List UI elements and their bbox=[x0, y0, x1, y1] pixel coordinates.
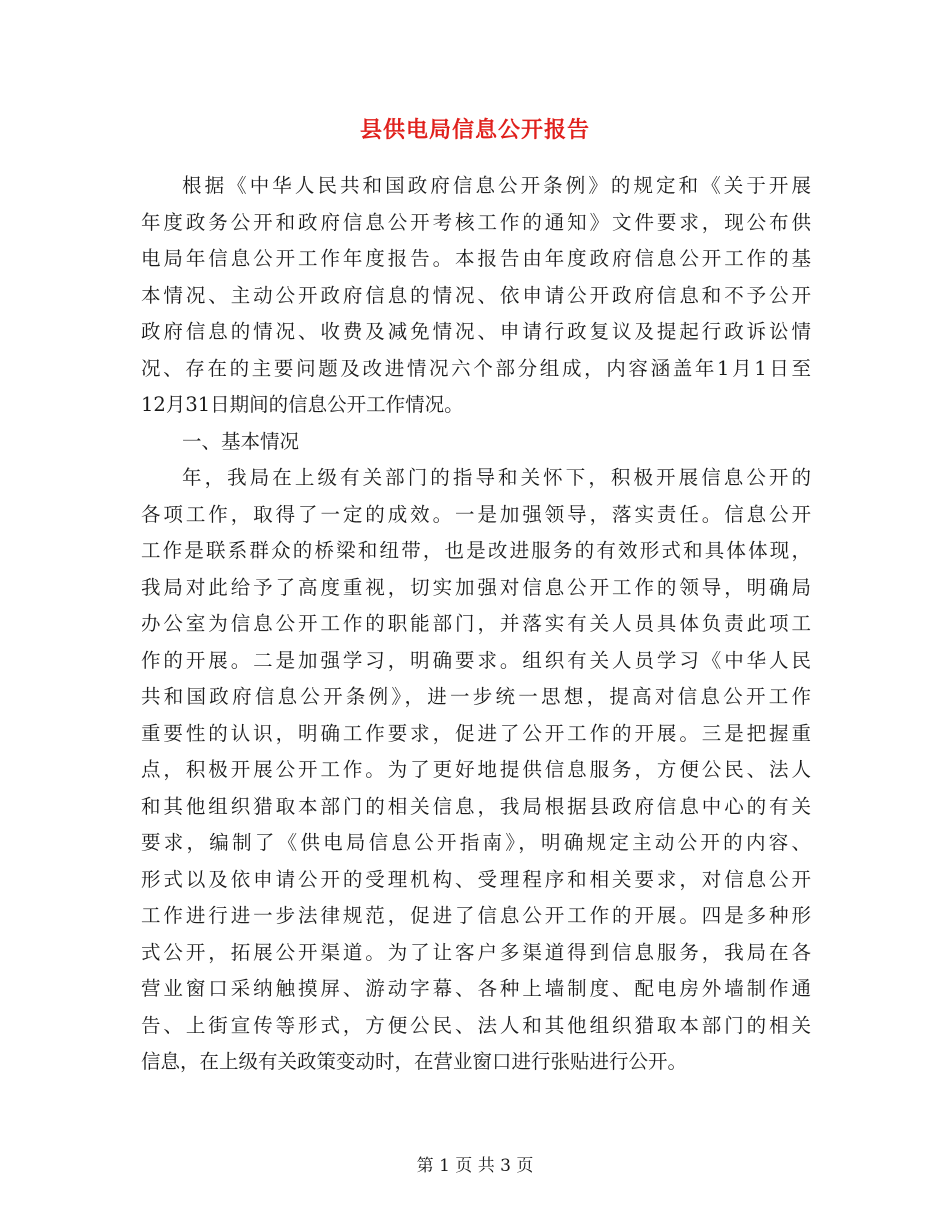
text-line: 况、存在的主要问题及改进情况六个部分组成，内容涵盖年1月1日至 bbox=[141, 356, 811, 380]
text-line: 工作是联系群众的桥梁和纽带，也是改进服务的有效形式和具体体现， bbox=[141, 539, 811, 562]
text-line: 重要性的认识，明确工作要求，促进了公开工作的开展。三是把握重 bbox=[141, 721, 811, 745]
text-line: 政府信息的情况、收费及减免情况、申请行政复议及提起行政诉讼情 bbox=[141, 320, 811, 343]
text-line: 信息，在上级有关政策变动时，在营业窗口进行张贴进行公开。 bbox=[141, 1050, 688, 1073]
text-line: 形式以及依申请公开的受理机构、受理程序和相关要求，对信息公开 bbox=[141, 867, 811, 891]
text-line: 作的开展。二是加强学习，明确要求。组织有关人员学习《中华人民 bbox=[141, 648, 811, 672]
text-line: 根据《中华人民共和国政府信息公开条例》的规定和《关于开展 bbox=[182, 174, 811, 197]
text-line: 式公开，拓展公开渠道。为了让客户多渠道得到信息服务，我局在各 bbox=[141, 940, 811, 964]
text-line: 营业窗口采纳触摸屏、游动字幕、各种上墙制度、配电房外墙制作通 bbox=[141, 977, 811, 1000]
text-line: 一、基本情况 bbox=[182, 429, 300, 453]
page-number-footer: 第 1 页 共 3 页 bbox=[416, 1156, 534, 1176]
text-line: 年度政务公开和政府信息公开考核工作的通知》文件要求，现公布供 bbox=[141, 210, 811, 234]
text-line: 本情况、主动公开政府信息的情况、依申请公开政府信息和不予公开 bbox=[141, 283, 811, 307]
text-line: 点，积极开展公开工作。为了更好地提供信息服务，方便公民、法人 bbox=[141, 758, 811, 781]
text-line: 和其他组织猎取本部门的相关信息，我局根据县政府信息中心的有关 bbox=[141, 794, 811, 818]
document-body bbox=[141, 168, 811, 1081]
text-line: 要求，编制了《供电局信息公开指南》，明确规定主动公开的内容、 bbox=[141, 831, 811, 854]
text-line: 12月31日期间的信息公开工作情况。 bbox=[141, 393, 464, 416]
text-line: 工作进行进一步法律规范，促进了信息公开工作的开展。四是多种形 bbox=[141, 904, 811, 927]
text-line: 告、上街宣传等形式，方便公民、法人和其他组织猎取本部门的相关 bbox=[141, 1013, 811, 1037]
text-line: 各项工作，取得了一定的成效。一是加强领导，落实责任。信息公开 bbox=[141, 502, 811, 526]
text-line: 办公室为信息公开工作的职能部门，并落实有关人员具体负责此项工 bbox=[141, 612, 811, 635]
text-line: 我局对此给予了高度重视，切实加强对信息公开工作的领导，明确局 bbox=[141, 575, 811, 599]
text-line: 电局年信息公开工作年度报告。本报告由年度政府信息公开工作的基 bbox=[141, 247, 811, 270]
text-line: 年，我局在上级有关部门的指导和关怀下，积极开展信息公开的 bbox=[182, 466, 811, 489]
document-title: 县供电局信息公开报告 bbox=[359, 117, 590, 143]
text-line: 共和国政府信息公开条例》，进一步统一思想，提高对信息公开工作 bbox=[141, 685, 811, 708]
